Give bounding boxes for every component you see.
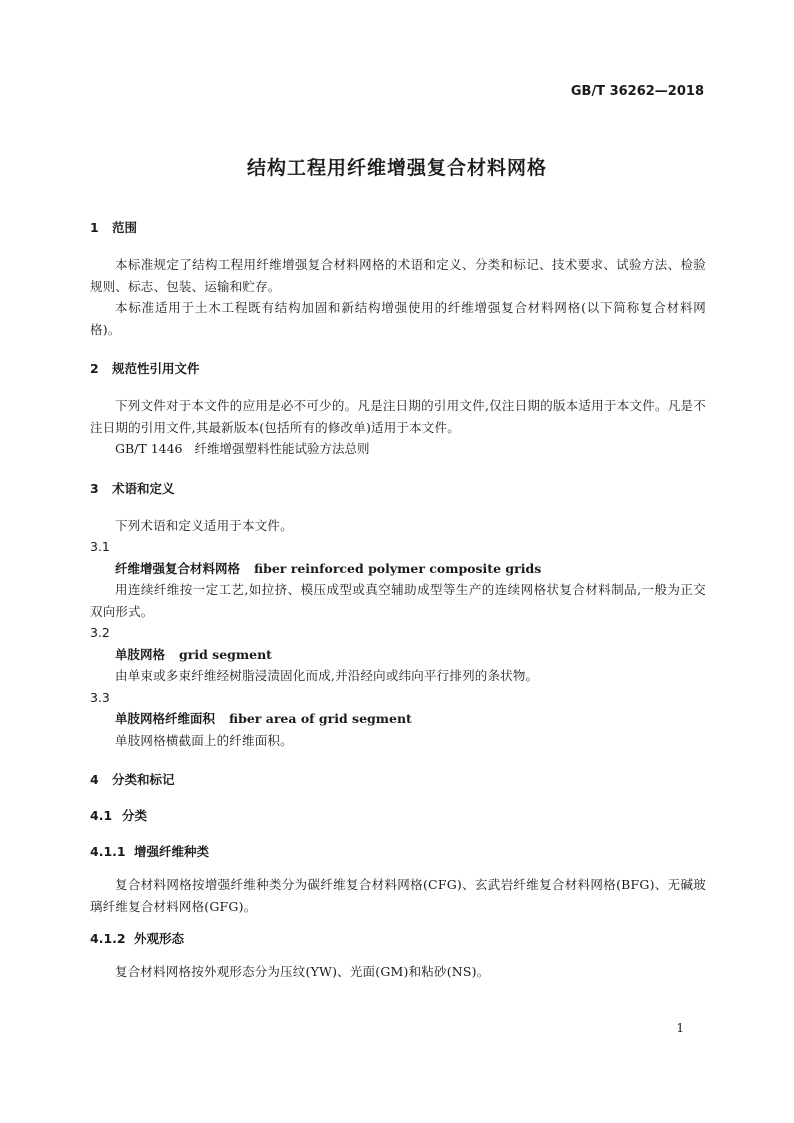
section-title: 术语和定义 (112, 480, 175, 496)
term-definition: 由单束或多束纤维经树脂浸渍固化而成,并沿经向或纬向平行排列的条状物。 (115, 668, 539, 683)
section-number: 1 (90, 220, 99, 235)
document-title: 结构工程用纤维增强复合材料网格 (246, 157, 547, 179)
section-number: 3 (90, 480, 99, 496)
term-number: 3.1 (90, 539, 110, 554)
paragraph: 本标准适用于土木工程既有结构加固和新结构增强使用的纤维增强复合材料网格(以下简称复合材料网格)。 (90, 300, 706, 337)
paragraph: 下列术语和定义适用于本文件。 (115, 517, 293, 533)
term-zh: 纤维增强复合材料网格 (115, 560, 241, 576)
subsection-number: 4.1.1 (90, 844, 126, 859)
section-1-heading (90, 218, 706, 238)
subsection-4-1-1-heading (90, 842, 706, 862)
term-number: 3.2 (90, 625, 110, 640)
reference-title: 纤维增强塑料性能试验方法总则 (194, 441, 370, 456)
subsection-title: 增强纤维种类 (134, 844, 210, 859)
section-number: 2 (90, 361, 99, 376)
term-definition: 单肢网格横截面上的纤维面积。 (115, 732, 293, 748)
standard-number: GB/T 36262—2018 (570, 84, 704, 99)
section-title: 范围 (112, 220, 138, 235)
section-3-heading (90, 479, 706, 499)
page-number: 1 (676, 1021, 684, 1035)
paragraph: 下列文件对于本文件的应用是必不可少的。凡是注日期的引用文件,仅注日期的版本适用于本文件。凡是不注日期的引用文件,其最新版本(包括所有的修改单)适用于本文件。 (90, 398, 706, 435)
subsection-number: 4.1.2 (90, 931, 126, 946)
normative-reference (90, 438, 706, 460)
term-en: fiber area of grid segment (229, 711, 412, 726)
subsection-number: 4.1 (90, 808, 113, 823)
section-2-heading (90, 359, 706, 379)
document-body (90, 218, 706, 983)
term-number: 3.3 (90, 689, 110, 705)
paragraph: 复合材料网格按外观形态分为压纹(YW)、光面(GM)和粘砂(NS)。 (115, 964, 490, 979)
subsection-4-1-2-heading (90, 929, 706, 949)
subsection-4-1-heading (90, 806, 706, 826)
section-title: 分类和标记 (112, 772, 175, 787)
subsection-title: 外观形态 (134, 931, 185, 946)
term-entry (90, 644, 706, 666)
term-entry (90, 708, 706, 730)
section-number: 4 (90, 772, 99, 787)
section-title: 规范性引用文件 (112, 361, 200, 376)
term-en: grid segment (179, 646, 272, 662)
section-4-heading (90, 770, 706, 790)
subsection-title: 分类 (122, 808, 148, 823)
term-entry (90, 558, 706, 580)
paragraph: 复合材料网格按增强纤维种类分为碳纤维复合材料网格(CFG)、玄武岩纤维复合材料网格(BFG)、无碱玻璃纤维复合材料网格(GFG)。 (90, 877, 706, 914)
paragraph: 本标准规定了结构工程用纤维增强复合材料网格的术语和定义、分类和标记、技术要求、试验方法、检验规则、标志、包装、运输和贮存。 (90, 257, 706, 294)
term-definition: 用连续纤维按一定工艺,如拉挤、模压成型或真空辅助成型等生产的连续网格状复合材料制品,一般为正交双向形式。 (90, 582, 706, 619)
term-en: fiber reinforced polymer composite grids (254, 560, 542, 576)
term-zh: 单肢网格纤维面积 (115, 711, 216, 726)
term-zh: 单肢网格 (115, 646, 166, 662)
reference-code: GB/T 1446 (115, 441, 183, 456)
